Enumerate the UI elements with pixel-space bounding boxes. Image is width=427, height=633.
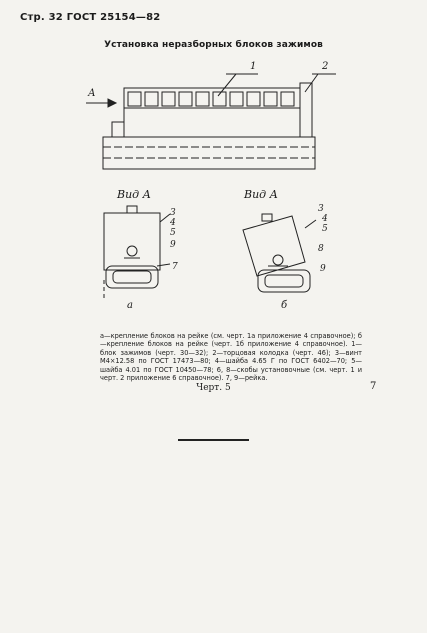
- view-left-label-5: 5: [170, 228, 176, 238]
- leader-1: [218, 74, 236, 96]
- view-right-label-4: 4: [322, 214, 328, 224]
- terminal-block-housing: [124, 88, 300, 137]
- figure-legend-text: а—крепление блоков на рейке (см. черт. 1а приложение 4 справочное); б—крепление блоков на рейке (черт. 1б приложение 4 справочное). 1—блок зажимов (черт. 30—32); 2—торцовая колодка (черт. 46); 3—винт М4×12.58 по ГОСТ 17473—80; 4—шайба 4.65 Г по ГОСТ 6402—70; 5—шайба 4.01 по ГОСТ 10450—78; 6, 8—скобы установочные (см. черт. 1 и черт. 2 приложение 6 справочное). 7, 9—рейка.: [100, 332, 362, 383]
- callout-2: 2: [322, 61, 329, 72]
- view-a-left-drawing: [104, 206, 170, 300]
- view-left-label-3: 3: [170, 208, 176, 218]
- view-right-label-9: 9: [320, 264, 326, 274]
- figure-title: Установка неразборных блоков зажимов: [104, 40, 323, 50]
- page-header: Стр. 32 ГОСТ 25154—82: [20, 12, 161, 23]
- view-left-label-4: 4: [170, 218, 176, 228]
- view-arrow-head: [108, 99, 116, 107]
- rail-body: [103, 137, 315, 169]
- view-right-letter: б: [281, 300, 288, 311]
- view-left-label-9: 9: [170, 240, 176, 250]
- view-left-title: Вид А: [117, 188, 151, 201]
- arrow-label: А: [88, 88, 96, 99]
- view-a-right-drawing: [243, 214, 316, 292]
- left-bracket: [112, 122, 124, 137]
- view-left-label-7: 7: [172, 262, 178, 272]
- view-right-label-8: 8: [318, 244, 324, 254]
- view-left-letter: а: [127, 300, 133, 311]
- view-right-title: Вид А: [244, 188, 278, 201]
- view-right-label-3: 3: [318, 204, 324, 214]
- view-right-label-5: 5: [322, 224, 328, 234]
- corner-mark: 7: [370, 381, 377, 392]
- terminal-cells: [128, 92, 294, 106]
- figure-caption: Черт. 5: [196, 383, 231, 393]
- callout-1: 1: [250, 61, 257, 72]
- end-rule: [178, 439, 249, 441]
